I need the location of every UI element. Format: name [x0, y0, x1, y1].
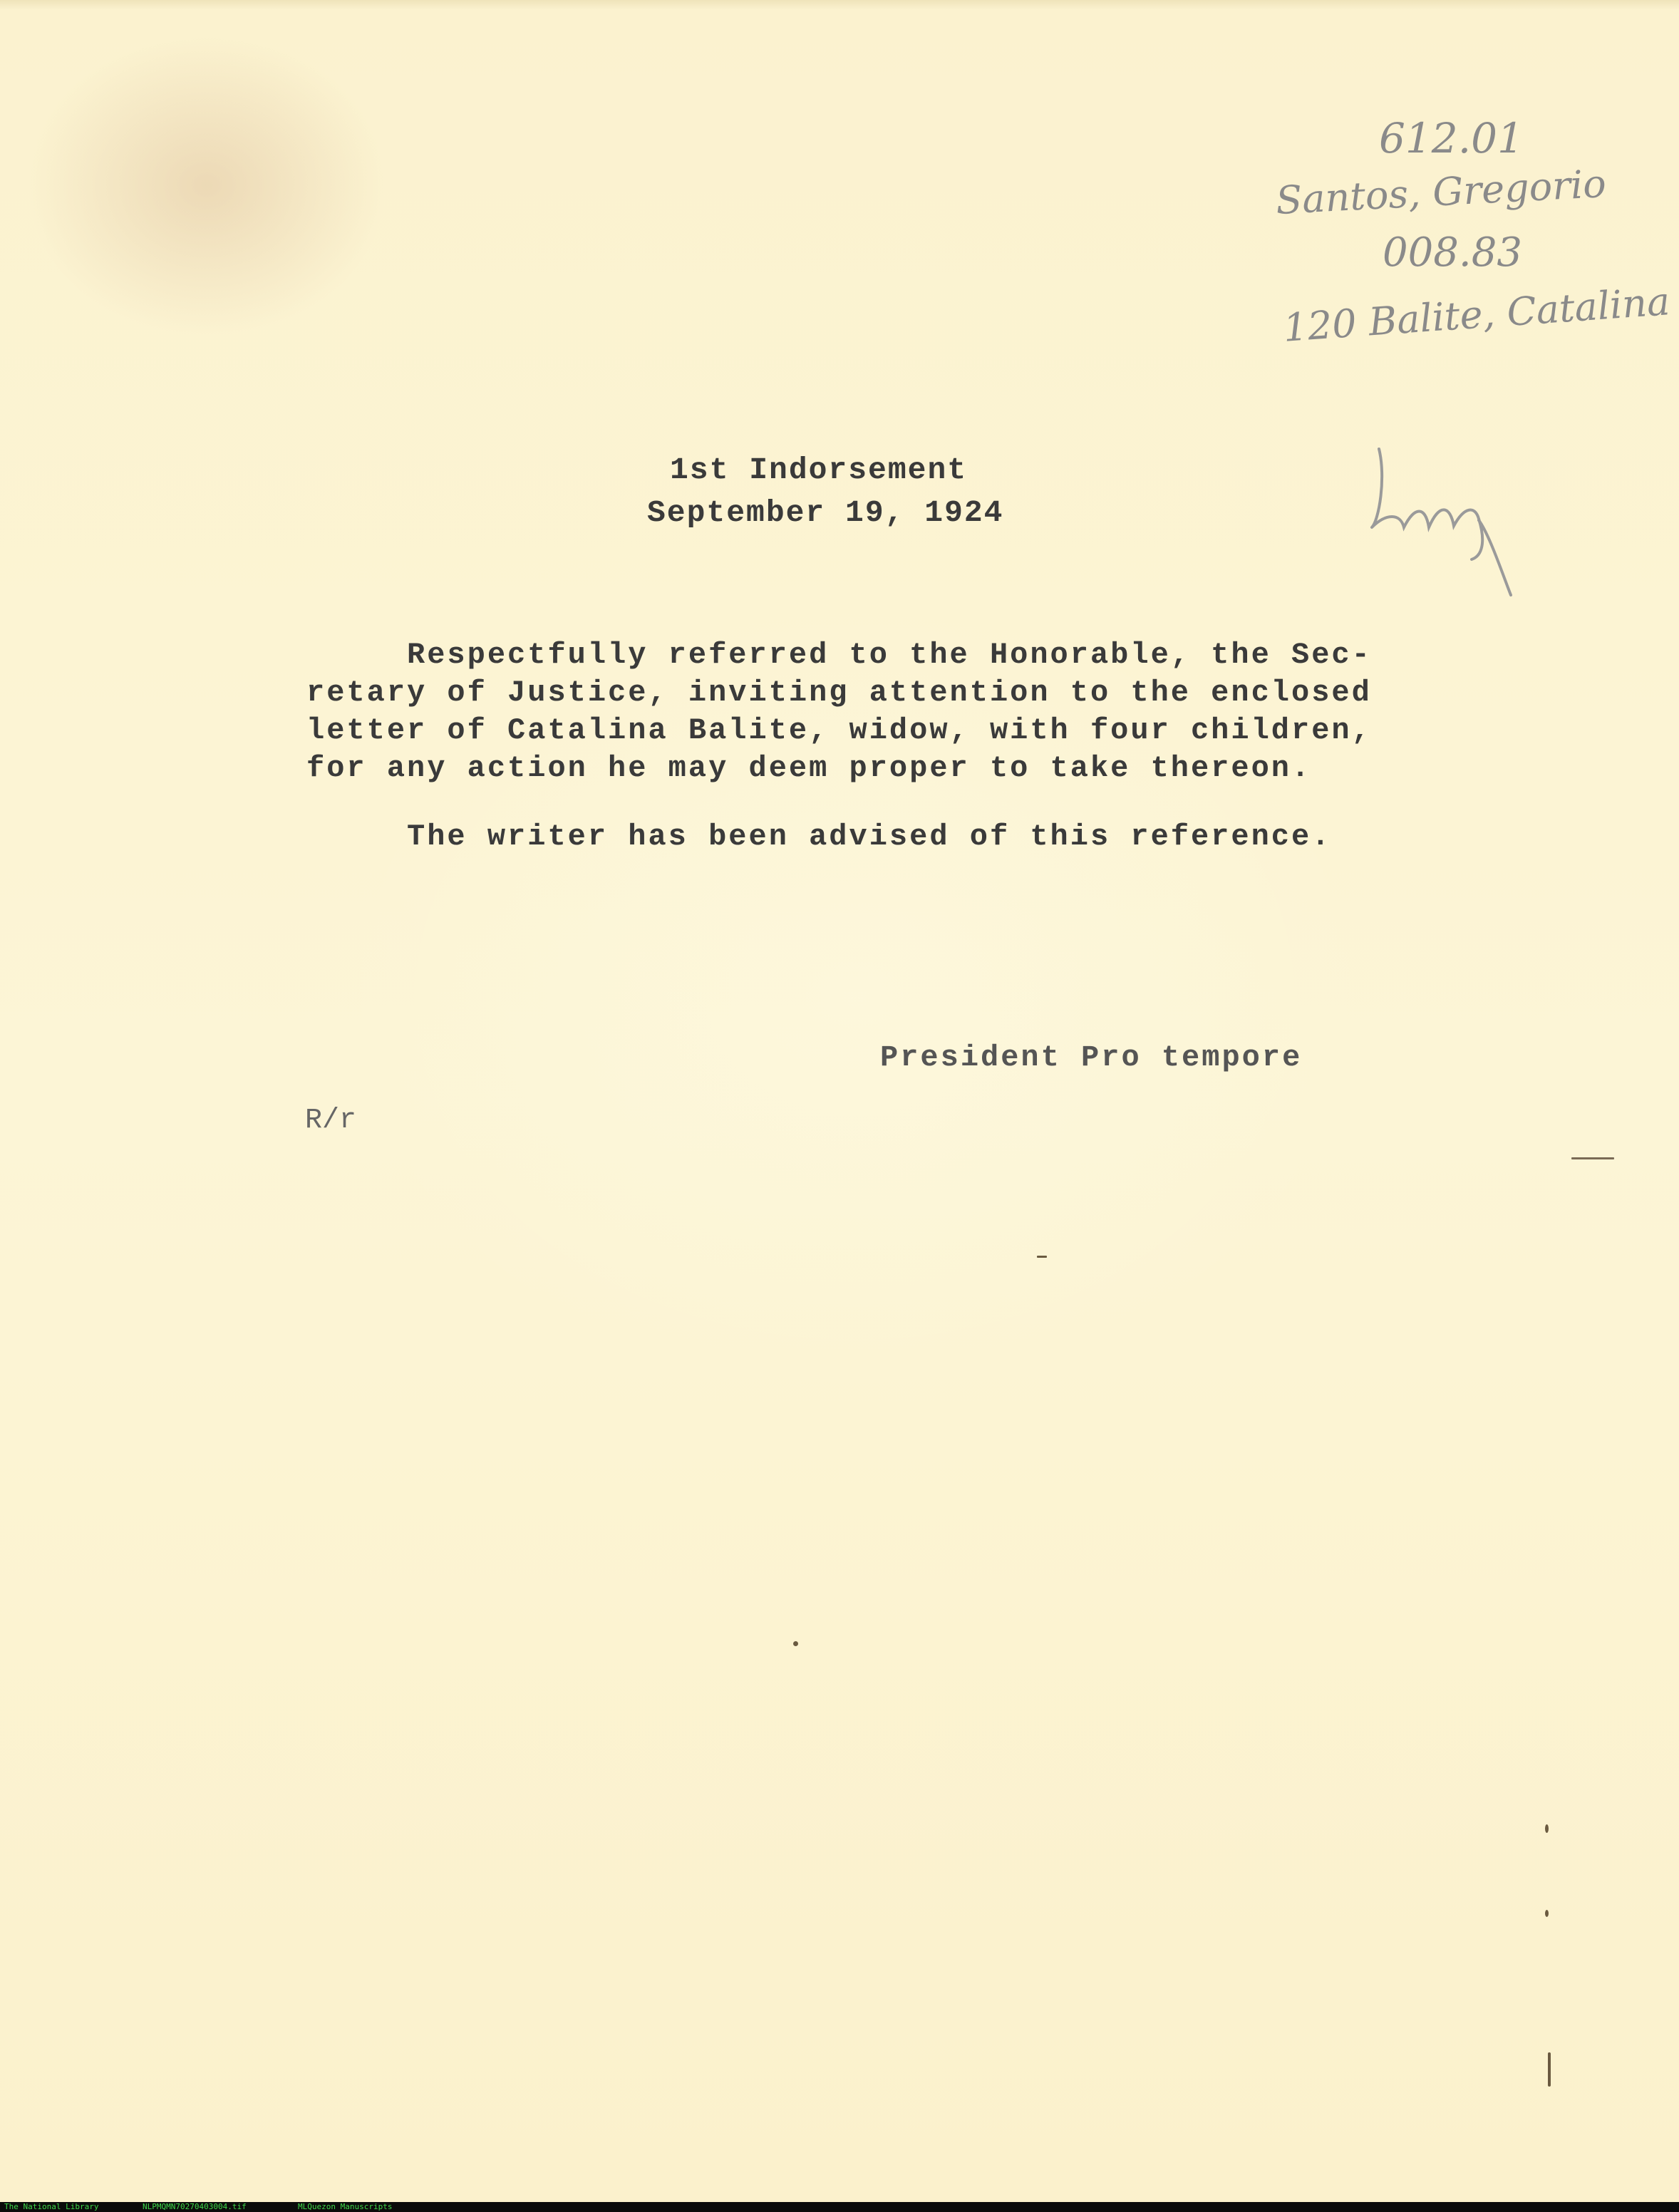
- body-line-2: retary of Justice, inviting attention to the enclosed: [306, 676, 1372, 710]
- body-line-1: Respectfully referred to the Honorable, the Sec-: [306, 638, 1372, 672]
- footer-collection: MLQuezon Manuscripts: [298, 2202, 393, 2211]
- footer-library: The National Library: [4, 2202, 99, 2211]
- paper-speck: [1037, 1256, 1047, 1258]
- body-line-4: for any action he may deem proper to take thereon.: [306, 751, 1312, 785]
- body-line-3: letter of Catalina Balite, widow, with four children,: [306, 713, 1372, 748]
- page-edge: [0, 0, 1679, 10]
- body-paragraph-2: The writer has been advised of this reference.: [306, 820, 1332, 854]
- handwritten-sender: 120 Balite, Catalina: [1281, 279, 1672, 351]
- paper-speck: [1571, 1157, 1614, 1159]
- reference-initials: R/r: [305, 1105, 357, 1137]
- footer-filename: NLPMQMN70270403004.tif: [143, 2202, 247, 2211]
- scan-footer-bar: [0, 2202, 1679, 2212]
- handwritten-initial-mark: [1358, 435, 1571, 599]
- paper-speck: [1545, 1910, 1549, 1917]
- indorsement-date: September 19, 1924: [647, 495, 1004, 530]
- handwritten-code: 008.83: [1383, 229, 1522, 276]
- handwritten-name: Santos, Gregorio: [1274, 160, 1608, 224]
- paper-speck: [793, 1641, 798, 1646]
- handwritten-file-number: 612.01: [1379, 114, 1524, 162]
- signature-title: President Pro tempore: [880, 1040, 1303, 1075]
- indorsement-title: 1st Indorsement: [670, 453, 968, 487]
- paper-speck: [1548, 2052, 1551, 2087]
- paper-speck: [1545, 1824, 1549, 1833]
